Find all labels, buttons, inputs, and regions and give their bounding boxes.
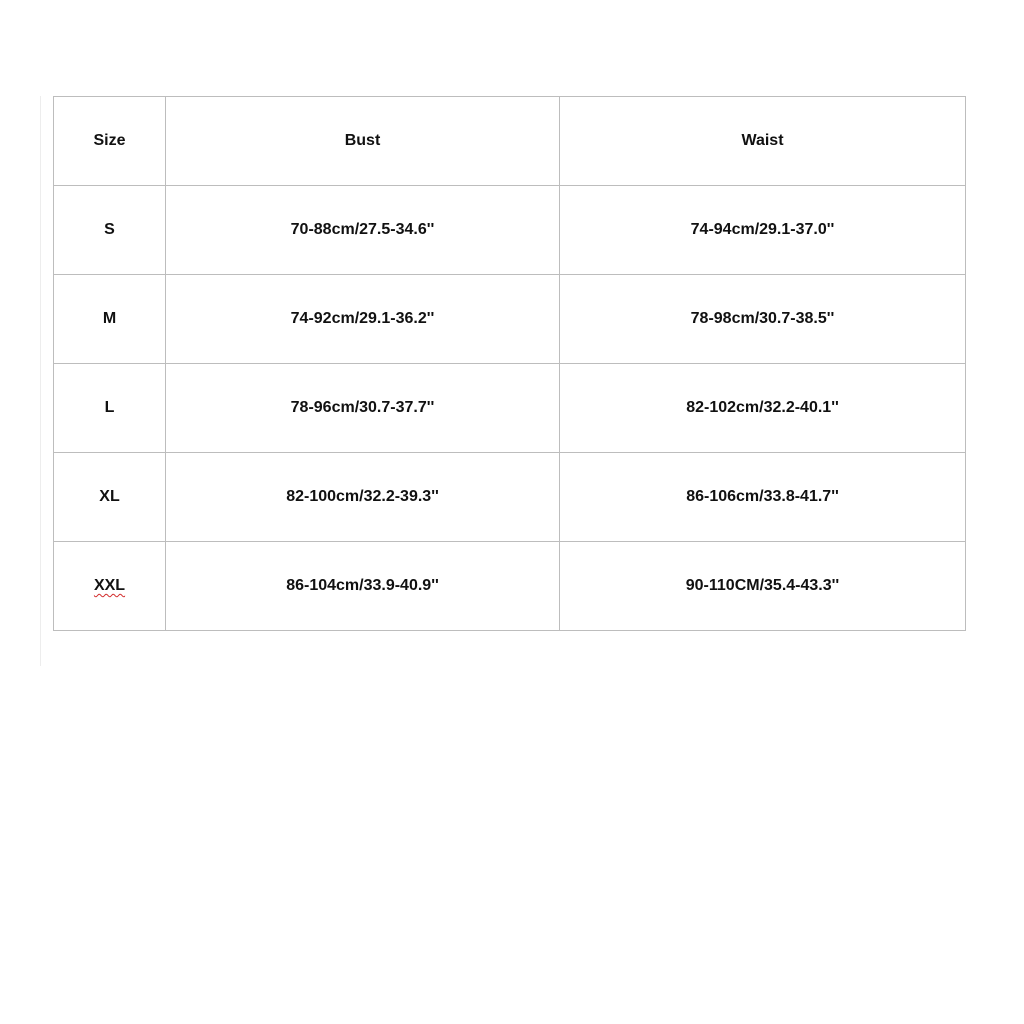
waist-cell: 78-98cm/30.7-38.5'' — [560, 275, 966, 364]
size-cell: L — [54, 364, 166, 453]
header-row — [54, 97, 966, 186]
table-row — [54, 364, 966, 453]
bust-cell: 74-92cm/29.1-36.2'' — [166, 275, 560, 364]
waist-cell: 74-94cm/29.1-37.0'' — [560, 186, 966, 275]
waist-cell: 82-102cm/32.2-40.1'' — [560, 364, 966, 453]
table-row — [54, 186, 966, 275]
table-row — [54, 542, 966, 631]
left-edge-line — [40, 96, 41, 666]
header-waist: Waist — [560, 97, 966, 186]
table-row — [54, 275, 966, 364]
table-row — [54, 453, 966, 542]
size-label-spellcheck: XXL — [93, 577, 126, 594]
size-cell: S — [54, 186, 166, 275]
bust-cell: 86-104cm/33.9-40.9'' — [166, 542, 560, 631]
bust-cell: 82-100cm/32.2-39.3'' — [166, 453, 560, 542]
size-cell: M — [54, 275, 166, 364]
header-size: Size — [54, 97, 166, 186]
waist-cell: 86-106cm/33.8-41.7'' — [560, 453, 966, 542]
size-chart-table — [53, 96, 966, 631]
bust-cell: 70-88cm/27.5-34.6'' — [166, 186, 560, 275]
bust-cell: 78-96cm/30.7-37.7'' — [166, 364, 560, 453]
size-cell: XL — [54, 453, 166, 542]
header-bust: Bust — [166, 97, 560, 186]
size-cell — [54, 542, 166, 631]
waist-cell: 90-110CM/35.4-43.3'' — [560, 542, 966, 631]
